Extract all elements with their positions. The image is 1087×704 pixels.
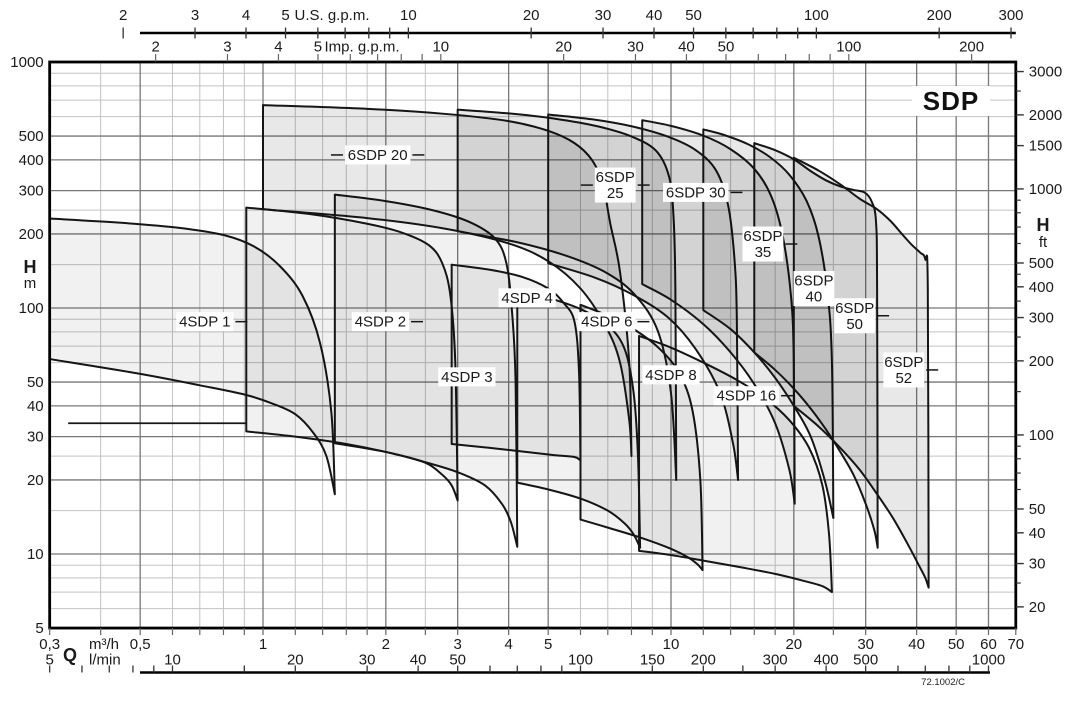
us-gpm-tick-label: 100 [803,7,829,24]
h-ft-tick-label: 500 [1028,254,1054,272]
axis-left-h-m [10,54,43,637]
imp-gpm-tick-label: 30 [627,38,644,56]
h-m-tick-label: 400 [18,151,44,169]
us-gpm-tick-label: 2 [119,7,128,24]
m3h-tick-label: 0,5 [129,636,151,653]
lmin-tick-label: 20 [286,651,304,669]
us-gpm-tick-label: 50 [685,7,702,24]
axis-top-imp-gpm [151,39,984,62]
pump-label-text: 25 [606,185,624,203]
m3h-tick-label: 2 [381,636,390,653]
h-m-tick-label: 5 [35,620,44,638]
h-ft-tick-label: 40 [1028,524,1046,542]
doc-code-label: 72.1002/C [921,677,965,688]
h-m-axis-label: H [23,257,37,277]
h-ft-tick-label: 1000 [1028,180,1063,198]
pump-label-text: 4SDP 3 [441,368,493,386]
series-title: SDP [912,86,990,116]
h-ft-tick-label: 100 [1028,426,1054,444]
h-ft-tick-label: 1500 [1028,137,1063,155]
pump-label-text: 6SDP [743,228,783,246]
axis-right-h-ft [1016,64,1062,616]
m3h-tick-label: 20 [785,636,803,653]
us-gpm-tick-label: 10 [400,7,417,24]
imp-gpm-tick-label: 50 [717,38,735,56]
m3h-unit-label: m³/h [89,636,119,653]
pump-label-text: 6SDP 20 [347,146,408,164]
envelope-layer [50,105,929,592]
lmin-tick-label: 100 [567,651,594,669]
lmin-tick-label: 500 [853,651,879,669]
pump-label-text: 6SDP [595,169,635,187]
pump-label-text: 35 [754,244,772,262]
h-ft-tick-label: 2000 [1028,106,1063,124]
us-gpm-tick-label: 30 [594,7,612,24]
h-ft-tick-label: 200 [1028,352,1054,370]
h-m-tick-label: 200 [18,225,44,243]
imp-gpm-tick-label: 3 [223,38,232,56]
m3h-tick-label: 70 [1007,636,1025,653]
h-ft-tick-label: 20 [1028,598,1046,616]
pump-label-text: 4SDP 8 [645,366,697,384]
us-gpm-tick-label: 4 [241,7,251,24]
h-ft-axis-label: H [1036,215,1050,235]
m3h-tick-label: 5 [544,636,553,653]
us-gpm-tick-label: 5 [281,7,290,24]
lmin-tick-label: 50 [449,651,467,669]
imp-gpm-tick-label: 20 [555,38,572,56]
m3h-tick-label: 0,3 [39,636,61,653]
us-gpm-tick-label: 3 [190,7,200,24]
m3h-tick-label: 40 [908,636,925,653]
h-ft-tick-label: 50 [1028,500,1046,518]
h-m-tick-label: 500 [18,128,44,146]
pump-label-text: 6SDP 30 [665,184,726,202]
pump-label-4sdp-3 [438,367,495,386]
h-m-tick-label: 50 [26,374,44,392]
h-m-tick-label: 10 [26,546,44,563]
imp-gpm-tick-label: 2 [151,38,160,56]
us-gpm-tick-label: 200 [926,7,952,24]
m3h-tick-label: 1 [258,636,268,653]
h-ft-tick-label: 30 [1028,555,1046,573]
imp-gpm-tick-label: 200 [959,38,985,56]
pump-label-text: 40 [805,288,823,306]
h-m-tick-label: 40 [26,397,44,415]
imp-gpm-tick-label: 5 [313,38,323,56]
pump-label-text: 52 [895,369,913,387]
lmin-tick-label: 10 [164,651,181,669]
us-gpm-tick-label: 40 [645,7,663,24]
m3h-tick-label: 3 [453,636,462,653]
pump-label-4sdp-6 [578,312,649,331]
us-gpm-unit-label: U.S. g.p.m. [294,7,370,24]
m3h-tick-label: 4 [504,636,513,653]
pump-label-text: 50 [846,315,864,333]
axis-bottom-m3h [39,628,1024,653]
pump-label-4sdp-4 [499,288,556,307]
h-m-tick-label: 300 [18,182,44,200]
pump-label-6sdp-20 [331,145,424,164]
imp-gpm-tick-label: 4 [274,38,283,56]
lmin-tick-label: 1000 [971,651,1006,669]
lmin-tick-label: 150 [639,651,665,669]
pump-label-4sdp-8 [642,365,699,384]
pump-label-text: 6SDP [794,272,834,290]
us-gpm-tick-label: 20 [522,7,540,24]
h-m-unit-label: m [23,275,37,292]
pump-label-text: 4SDP 16 [716,387,777,405]
lmin-tick-label: 300 [762,651,788,669]
h-m-tick-label: 100 [18,300,44,317]
h-ft-tick-label: 3000 [1028,63,1063,81]
m3h-tick-label: 30 [857,636,875,653]
h-ft-tick-label: 300 [1028,309,1054,327]
h-m-tick-label: 30 [26,428,44,446]
q-axis-label: Q [62,645,78,665]
axis-top-us-gpm [119,7,1024,39]
pump-label-text: 6SDP [884,353,924,371]
imp-gpm-tick-label: 100 [836,38,862,56]
h-ft-unit-label: ft [1038,234,1048,251]
lmin-tick-label: 5 [45,651,54,669]
h-ft-tick-label: 400 [1028,278,1054,296]
imp-gpm-tick-label: 40 [678,38,695,56]
pump-label-text: 4SDP 2 [354,313,407,331]
pump-label-text: 6SDP [835,299,875,317]
m3h-tick-label: 60 [980,636,997,653]
h-m-tick-label: 1000 [10,54,44,71]
pump-label-6sdp-40 [794,271,835,306]
pump-label-text: 4SDP 4 [501,289,553,307]
lmin-tick-label: 30 [358,651,376,669]
lmin-tick-label: 40 [409,651,427,669]
lmin-unit-label: l/min [89,651,121,669]
m3h-tick-label: 50 [947,636,965,653]
pump-label-text: 4SDP 6 [581,313,633,331]
lmin-tick-label: 400 [813,651,839,669]
imp-gpm-tick-label: 10 [432,38,450,56]
m3h-tick-label: 10 [662,636,680,653]
h-m-tick-label: 20 [26,471,44,489]
lmin-tick-label: 200 [690,651,716,669]
imp-gpm-unit-label: Imp. g.p.m. [324,38,400,56]
pump-label-text: 4SDP 1 [179,313,231,331]
us-gpm-tick-label: 300 [998,7,1024,24]
